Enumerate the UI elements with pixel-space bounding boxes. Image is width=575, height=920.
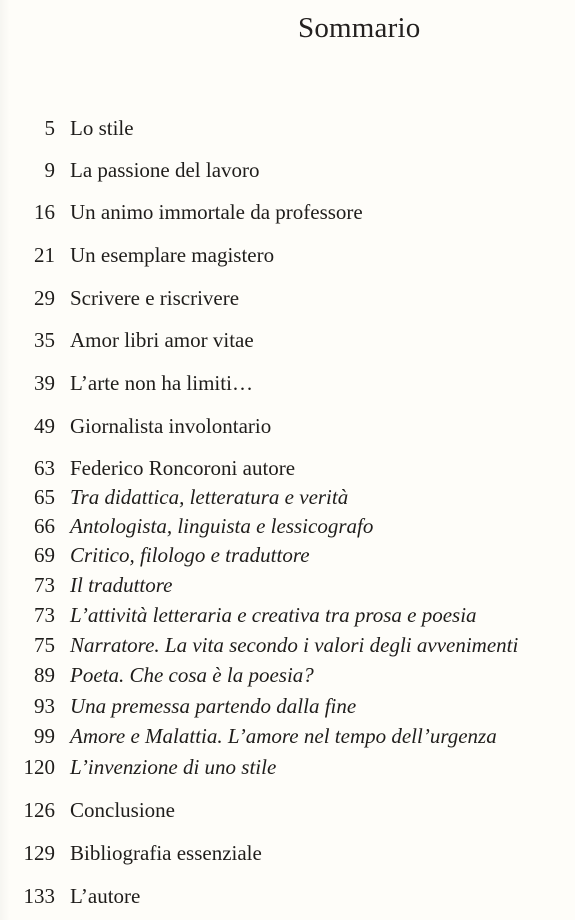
toc-page-number: 73 [34,603,55,627]
toc-entry [0,198,575,226]
toc-page-number: 29 [34,286,55,310]
toc-subentry [0,541,575,569]
toc-page-number: 75 [34,633,55,657]
toc-entry [0,882,575,910]
toc-page-number: 126 [23,798,55,822]
toc-page-number: 69 [34,543,55,567]
toc-page-number: 65 [34,485,55,509]
toc-subentry [0,601,575,629]
toc-subentry [0,483,575,511]
toc-entry [0,369,575,397]
toc-subentry-title: Critico, filologo e traduttore [70,543,310,567]
toc-entry-title: Conclusione [70,798,175,822]
toc-page-number: 21 [34,243,55,267]
toc-entry-title: L’arte non ha limiti… [70,371,253,395]
toc-subentry-title: Poeta. Che cosa è la poesia? [70,663,314,687]
toc-subentry-title: Amore e Malattia. L’amore nel tempo dell’urgenza [70,724,497,748]
toc-subentry-title: Narratore. La vita secondo i valori degli avvenimenti [70,633,519,657]
toc-entry [0,284,575,312]
toc-entry-title: L’autore [70,884,141,908]
toc-entry [0,156,575,184]
toc-subentry [0,722,575,750]
toc-page-number: 39 [34,371,55,395]
toc-subentry-title: Una premessa partendo dalla fine [70,694,357,718]
toc-page-number: 73 [34,573,55,597]
toc-entry-title: Un esemplare magistero [70,243,275,267]
toc-entry [0,114,575,142]
toc-entry-title: Amor libri amor vitae [70,328,254,352]
toc-entry [0,839,575,867]
toc-subentry [0,753,575,781]
toc-page-number: 120 [23,755,55,779]
toc-page-number: 133 [23,884,55,908]
toc-entry [0,412,575,440]
toc-subentry [0,512,575,540]
toc-entry [0,326,575,354]
toc-entry-title: Federico Roncoroni autore [70,456,296,480]
toc-page-number: 35 [34,328,55,352]
toc-entry-title: Lo stile [70,116,134,140]
toc-subentry [0,692,575,720]
toc-entry [0,796,575,824]
toc-page-number: 9 [44,158,55,182]
toc-page-number: 49 [34,414,55,438]
toc-entry-title: Un animo immortale da professore [70,200,363,224]
toc-page-number: 66 [34,514,55,538]
toc-page-number: 89 [34,663,55,687]
toc-subentry-title: Antologista, linguista e lessicografo [70,514,374,538]
toc-page-number: 93 [34,694,55,718]
toc-subentry-title: L’invenzione di uno stile [70,755,277,779]
toc-entry-title: Scrivere e riscrivere [70,286,240,310]
toc-page-number: 5 [44,116,55,140]
toc-page-number: 63 [34,456,55,480]
toc-subentry-title: Il traduttore [70,573,173,597]
toc-page-number: 16 [34,200,55,224]
toc-page-number: 99 [34,724,55,748]
toc-subentry-title: L’attività letteraria e creativa tra prosa e poesia [70,603,477,627]
page-title: Sommario [298,12,421,44]
toc-subentry-title: Tra didattica, letteratura e verità [70,485,349,509]
toc-subentry [0,661,575,689]
toc-entry-title: La passione del lavoro [70,158,260,182]
toc-entry [0,454,575,482]
toc-entry [0,241,575,269]
toc-page-number: 129 [23,841,55,865]
toc-entry-title: Giornalista involontario [70,414,272,438]
toc-subentry [0,631,575,659]
toc-subentry [0,571,575,599]
toc-entry-title: Bibliografia essenziale [70,841,262,865]
